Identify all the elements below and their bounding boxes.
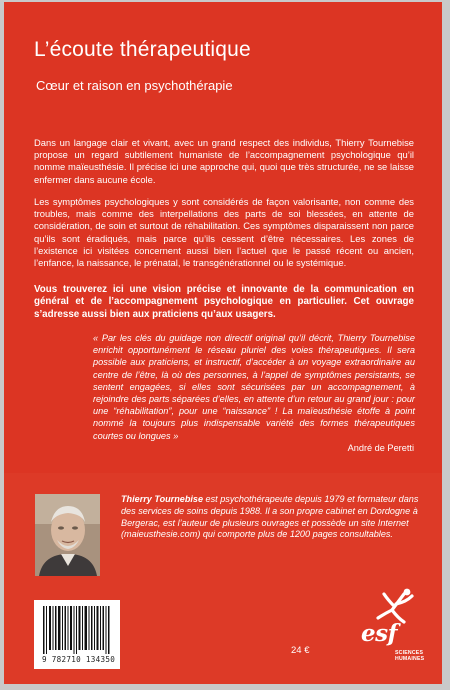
barcode-digits: 9 782710 134350	[42, 655, 116, 664]
back-cover	[4, 2, 442, 684]
book-title: L’écoute thérapeutique	[34, 38, 251, 61]
description-paragraph-1: Dans un langage clair et vivant, avec un grand respect des individus, Thierry Tournebise propose un regard subtilement humaniste de l’accompagnement psychologique qu’il nomme maïeusthésie. Il précise ici une approche qui, quoi que très structurée, ne se laisse enfermer dans aucune école.	[34, 137, 414, 185]
author-portrait-icon	[35, 494, 100, 576]
price: 24 €	[291, 645, 310, 656]
description-paragraph-3: Vous trouverez ici une vision précise et innovante de la communication en général et de l’accompagnement psychologique en particulier. Cet ouvrage s’adresse aussi bien aux praticiens qu’aux usagers.	[34, 284, 414, 320]
publisher-tagline-1: SCIENCES	[395, 650, 424, 656]
publisher-tagline-2: HUMAINES	[395, 656, 425, 662]
book-subtitle: Cœur et raison en psychothérapie	[36, 78, 233, 93]
author-photo	[35, 494, 100, 576]
author-bio-text: est psychothérapeute depuis 1979 et formateur dans des services de soins depuis 1988. Il a son propre cabinet en Dordogne à Bergerac, est l’auteur de plusieurs ouvrages et possède un site Internet (maieusthesie.com) qui comporte plus de 1200 pages consultables.	[121, 494, 419, 540]
endorsement-quote: « Par les clés du guidage non directif original qu’il décrit, Thierry Tournebise enrichit opportunément le réseau pluriel des voies thérapeutiques. Il sera possible aux praticiens, et instructif, d’accéder à un voyage extraordinaire au centre de l’être, là où des personnes, à l’appel de symptômes persistants, se sentent engagées, si elles sont sécurisées par un accompagnement, à rejoindre des parts séparées d’elles, en attente d’un retour au grand jour : pour une “réhabilitation”, pour une “naissance” ! La maïeusthésie étoffe à point nommé la toujours plus indispensable variété des formes thérapeutiques courtes ou longues »	[93, 333, 415, 441]
author-name: Thierry Tournebise	[121, 494, 204, 504]
quote-author: André de Peretti	[347, 443, 414, 453]
author-bio	[121, 494, 426, 541]
description-paragraph-2: Les symptômes psychologiques y sont considérés de façon valorisante, non comme des troubles, mais comme des interpellations des parts de soi blessées, en attente de considération, de soin et surtout de réhabilitation. Ces symptômes disparaissent non parce qu’ils sont éradiqués, mais parce qu’ils cessent d’être nécessaires. Les zones de l’existence ici visitées concernent aussi bien l’actuel que le passé récent ou ancien, l’enfance, la naissance, le prénatal, le transgénérationnel ou le systémique.	[34, 196, 414, 269]
publisher-logo-text: esf	[361, 620, 397, 647]
